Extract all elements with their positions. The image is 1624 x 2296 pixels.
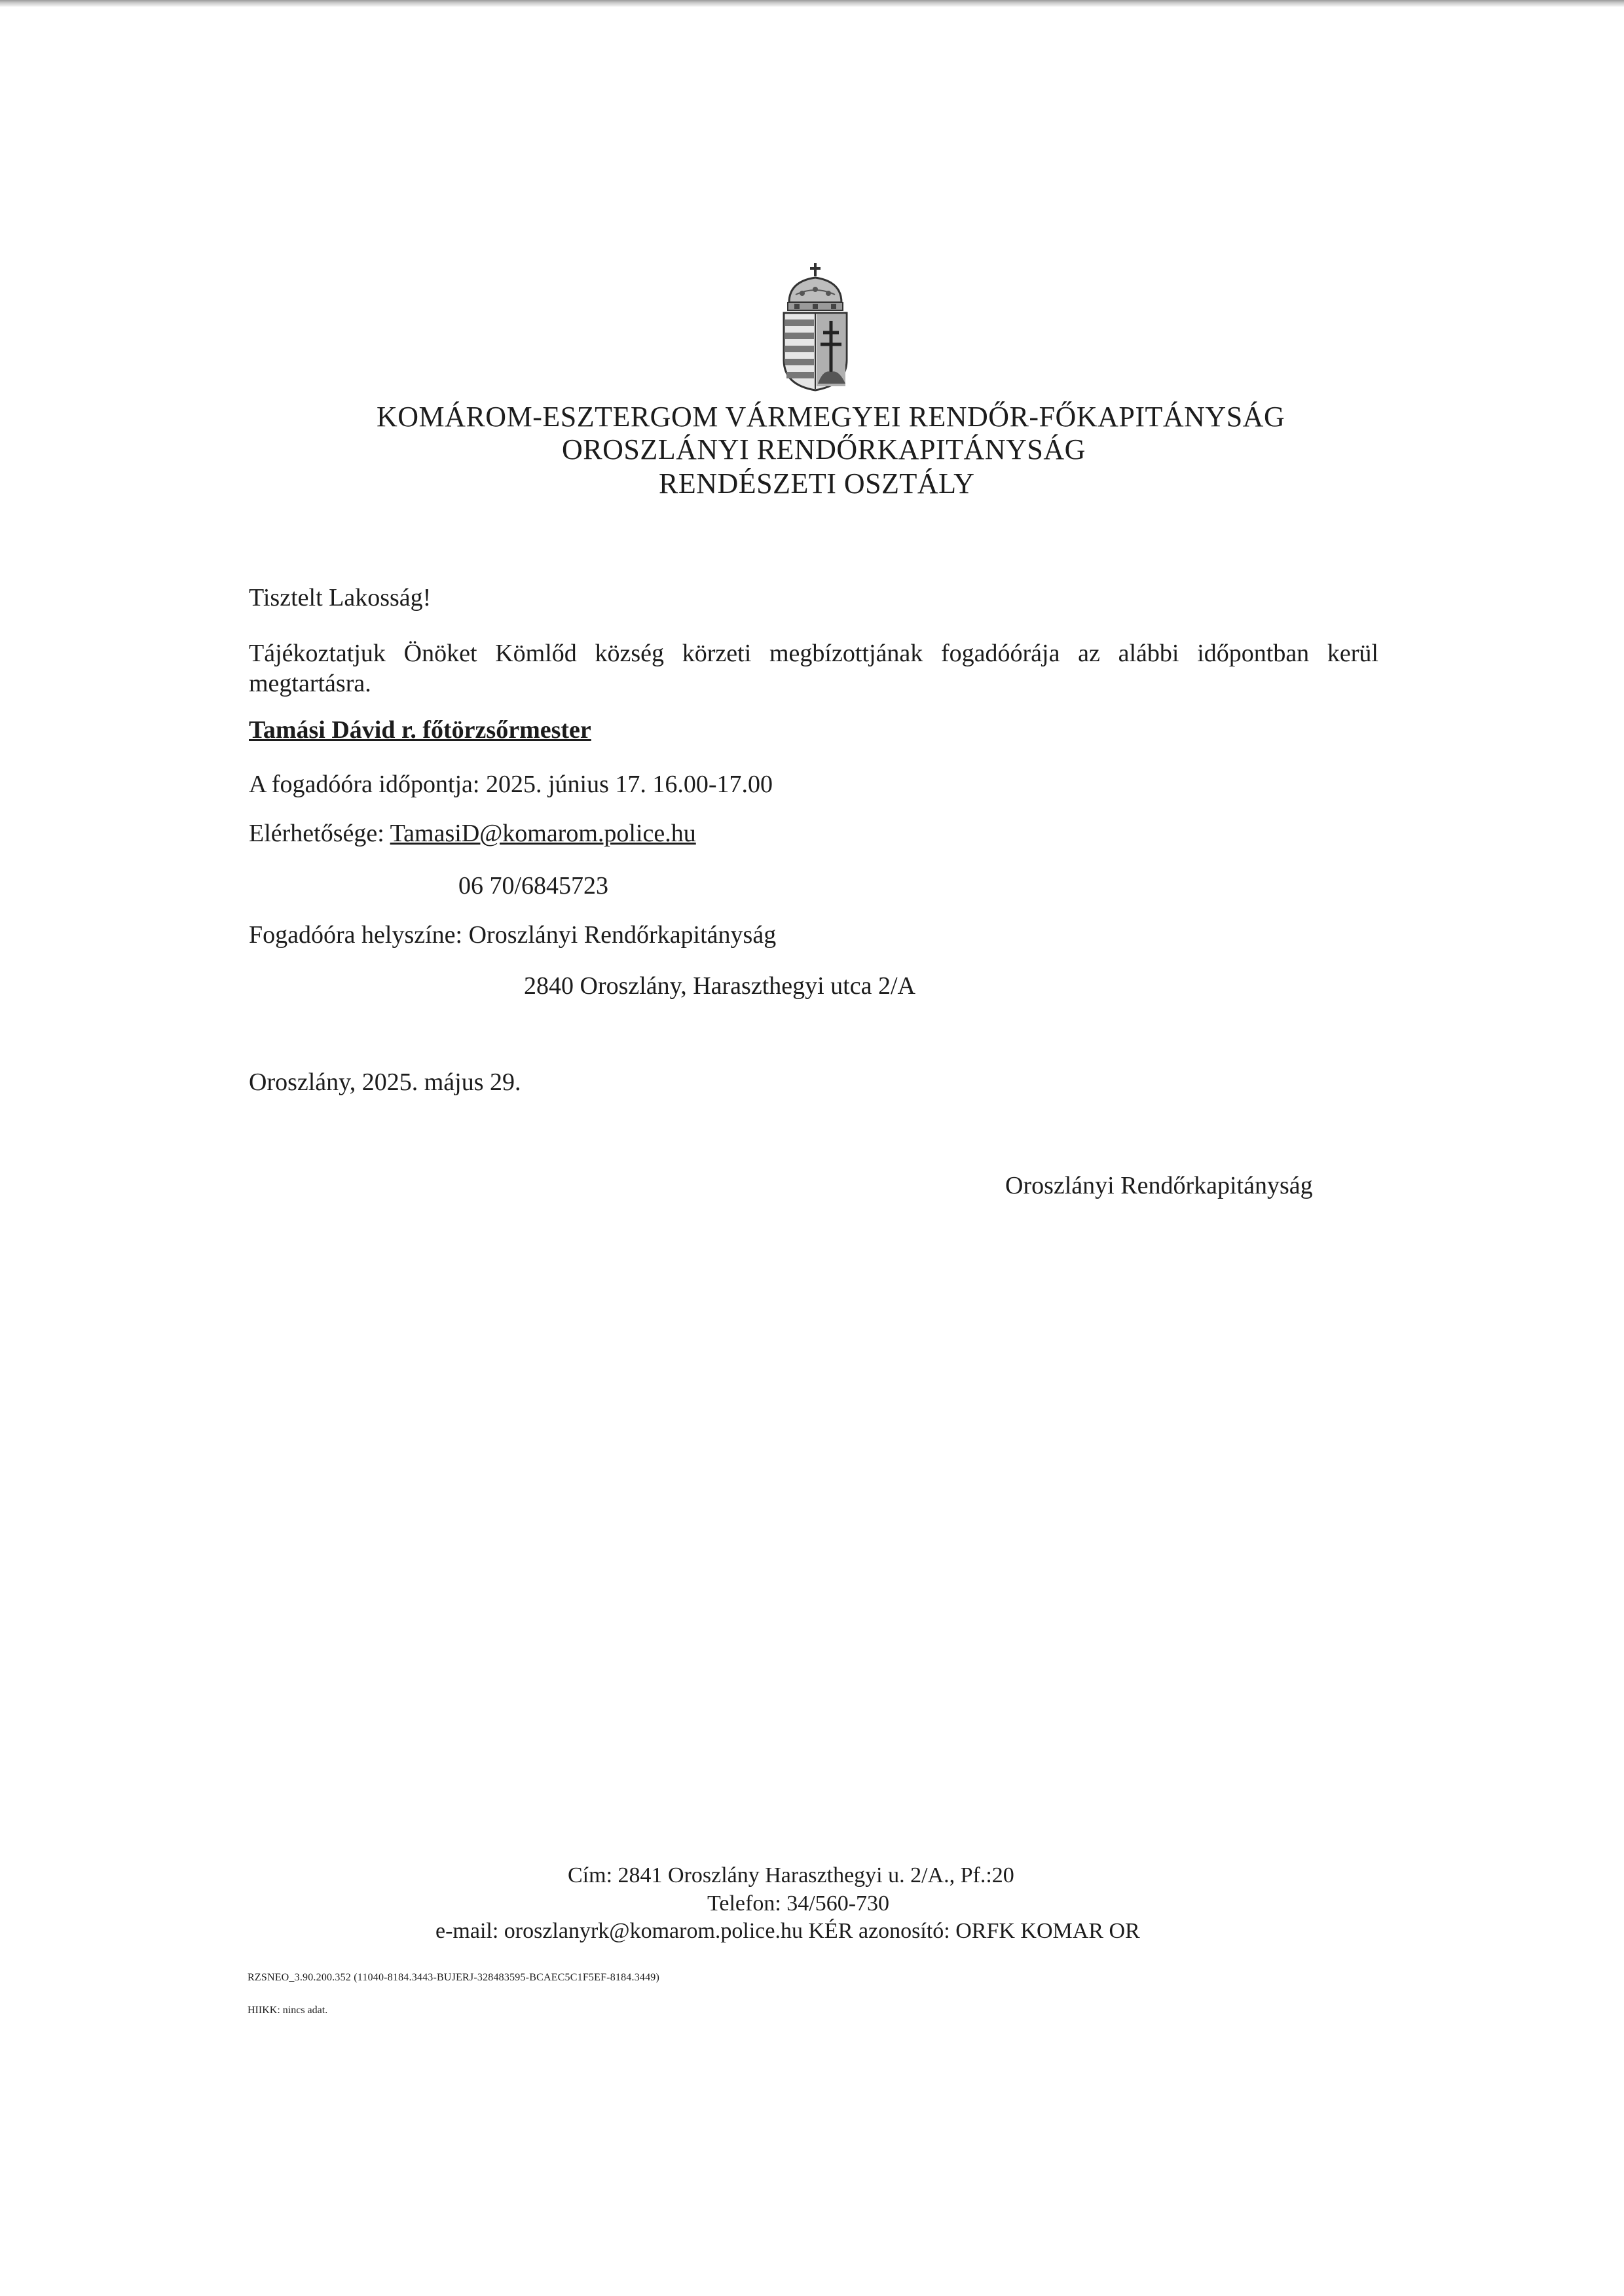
footer-address: Cím: 2841 Oroszlány Haraszthegyi u. 2/A., Pf.:20 bbox=[568, 1863, 1014, 1887]
contact-email-link[interactable]: TamasiD@komarom.police.hu bbox=[390, 820, 696, 847]
location-label: Fogadóóra helyszíne: bbox=[249, 921, 463, 949]
intro-paragraph: Tájékoztatjuk Önöket Kömlőd község körzeti megbízottjának fogadóórája az alábbi időpontban kerül megtartásra. bbox=[249, 640, 1378, 697]
appointment-value: 2025. június 17. 16.00-17.00 bbox=[485, 771, 773, 798]
footer-phone: Telefon: 34/560-730 bbox=[707, 1891, 890, 1916]
signature: Oroszlányi Rendőrkapitányság bbox=[1005, 1172, 1313, 1199]
appointment-label: A fogadóóra időpontja: bbox=[249, 771, 480, 798]
location-line bbox=[249, 920, 776, 950]
place-date: Oroszlány, 2025. május 29. bbox=[249, 1068, 521, 1096]
officer-name: Tamási Dávid r. főtörzsőrmester bbox=[249, 716, 591, 744]
letterhead-line-2: OROSZLÁNYI RENDŐRKAPITÁNYSÁG bbox=[562, 433, 1086, 465]
footer-email: e-mail: oroszlanyrk@komarom.police.hu KÉR azonosító: ORFK KOMAR OR bbox=[435, 1919, 1140, 1943]
contact-line bbox=[249, 818, 696, 848]
location-name: Oroszlányi Rendőrkapitányság bbox=[468, 921, 777, 949]
letterhead-line-1: KOMÁROM-ESZTERGOM VÁRMEGYEI RENDŐR-FŐKAPITÁNYSÁG bbox=[377, 401, 1285, 433]
hungarian-coat-of-arms-icon bbox=[776, 262, 855, 393]
location-address: 2840 Oroszlány, Haraszthegyi utca 2/A bbox=[524, 972, 915, 1000]
contact-label: Elérhetősége: bbox=[249, 820, 384, 847]
document-reference: RZSNEO_3.90.200.352 (11040-8184.3443-BUJERJ-328483595-BCAEC5C1F5EF-8184.3449) bbox=[248, 1972, 660, 1983]
scan-edge bbox=[0, 0, 1624, 7]
letterhead-line-3: RENDÉSZETI OSZTÁLY bbox=[659, 467, 975, 500]
appointment-line bbox=[249, 769, 773, 799]
contact-phone: 06 70/6845723 bbox=[458, 872, 609, 900]
hiikk-note: HIIKK: nincs adat. bbox=[248, 2005, 328, 2016]
salutation: Tisztelt Lakosság! bbox=[249, 584, 432, 611]
